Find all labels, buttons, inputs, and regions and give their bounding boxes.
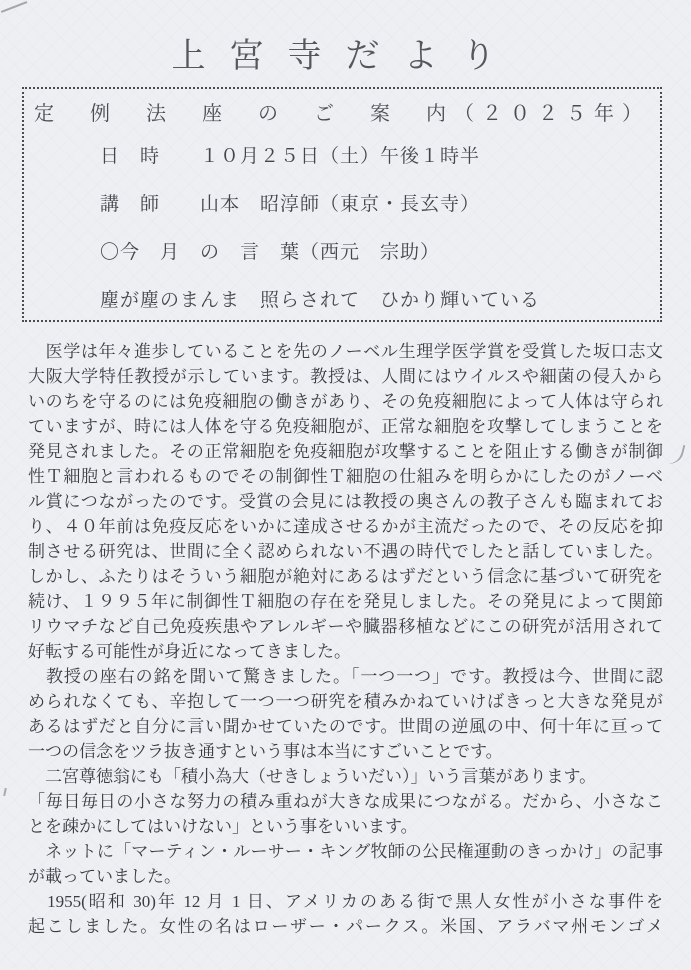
notice-box (22, 87, 662, 322)
body-line: 大阪大学特任教授が示しています。教授は、人間にはウイルスや細菌の侵入から (28, 367, 663, 386)
paragraph-medicine (28, 339, 663, 664)
notice-heading: 定 例 法 座 の ご 案 内（２０２５年） (34, 103, 650, 125)
body-line: 1955(昭和 30)年 12 月 1 日、アメリカのある街で黒人女性が小さな事件を (28, 892, 663, 911)
scan-artifact-corner (1, 1, 28, 13)
body-line: 制させる研究は、世間に全く認められない不遇の時代でしたと話していました。 (28, 542, 663, 561)
body-line: しかし、ふたりはそういう細胞が絶対にあるはずだという信念に基づいて研究を (28, 567, 663, 586)
body-line: あるはずだと自分に言い聞かせていたのです。世間の逆風の中、何十年に亘って (28, 717, 663, 736)
paragraph-ninomiya (28, 764, 663, 789)
paragraph-motto (28, 664, 663, 764)
body-line: 性Ｔ細胞と言われるものでその制御性Ｔ細胞の仕組みを明らかにしたのがノーベ (28, 467, 663, 486)
body-line: 教授の座右の銘を聞いて驚きました。「一つ一つ」です。教授は今、世間に認 (28, 667, 663, 686)
body-line: ル賞につながったのです。受賞の会見には教授の奥さんの教子さんも臨まれてお (28, 492, 663, 511)
monthly-words-title: 〇今 月 の 言 葉（西元 宗助） (100, 242, 441, 263)
page-title: 上宮寺だより (171, 38, 520, 75)
paragraph-net-article (28, 839, 663, 889)
body-line: が載っていました。 (28, 867, 181, 886)
body-line: いのちを守るのには免疫細胞の働きがあり、その免疫細胞によって人体は守られ (28, 392, 663, 411)
body-line: ていますが、時には人体を守る免疫細胞が、正常な細胞を攻撃してしまうことを (28, 417, 663, 436)
lecturer-line: 講 師 山本 昭淳師（東京・長玄寺） (100, 194, 481, 215)
body-line: 発見されました。その正常細胞を免疫細胞が攻撃することを阻止する働きが制御 (28, 442, 663, 461)
body-line: 医学は年々進歩していることを先のノーベル生理学医学賞を受賞した坂口志文 (28, 342, 663, 361)
article-body (28, 339, 663, 939)
body-line: 続け、１９９５年に制御性Ｔ細胞の存在を発見しました。その発見によって関節 (28, 592, 663, 611)
body-line: り、４０年前は免疫反応をいかに達成させるかが主流だったので、その反応を抑 (28, 517, 663, 536)
body-line: 起こしました。女性の名はローザー・パークス。米国、アラバマ州モンゴメ (28, 917, 663, 936)
paragraph-quote (28, 789, 663, 839)
body-line: 好転する可能性が身近になってきました。 (28, 642, 351, 661)
body-line: められなくても、辛抱して一つ一つ研究を積みかねていけばきっと大きな発見が (28, 692, 663, 711)
paragraph-rosa-parks (28, 889, 663, 939)
body-line: リウマチなど自己免疫疾患やアレルギーや臓器移植などにこの研究が活用されて (28, 617, 663, 636)
body-line: 一つの信念をツラ抜き通すという事は本当にすごいことです。 (28, 742, 503, 761)
body-line: とを疎かにしてはいけない」という事をいいます。 (28, 817, 418, 836)
scan-artifact-right-edge (665, 441, 686, 466)
date-time-line: 日 時 １０月２５日（土）午後１時半 (100, 146, 481, 167)
body-line: 「毎日毎日の小さな努力の積み重ねが大きな成果につながる。だから、小さなこ (28, 792, 663, 811)
body-line: 二宮尊徳翁にも「積小為大（せきしょういだい）」いう言葉があります。 (28, 767, 597, 786)
body-line: ネットに「マーティン・ルーサー・キング牧師の公民権運動のきっかけ」の記事 (28, 842, 663, 861)
monthly-words-text: 塵が塵のまんま 照らされて ひかり輝いている (100, 290, 541, 311)
scan-artifact-left-edge (3, 788, 7, 796)
